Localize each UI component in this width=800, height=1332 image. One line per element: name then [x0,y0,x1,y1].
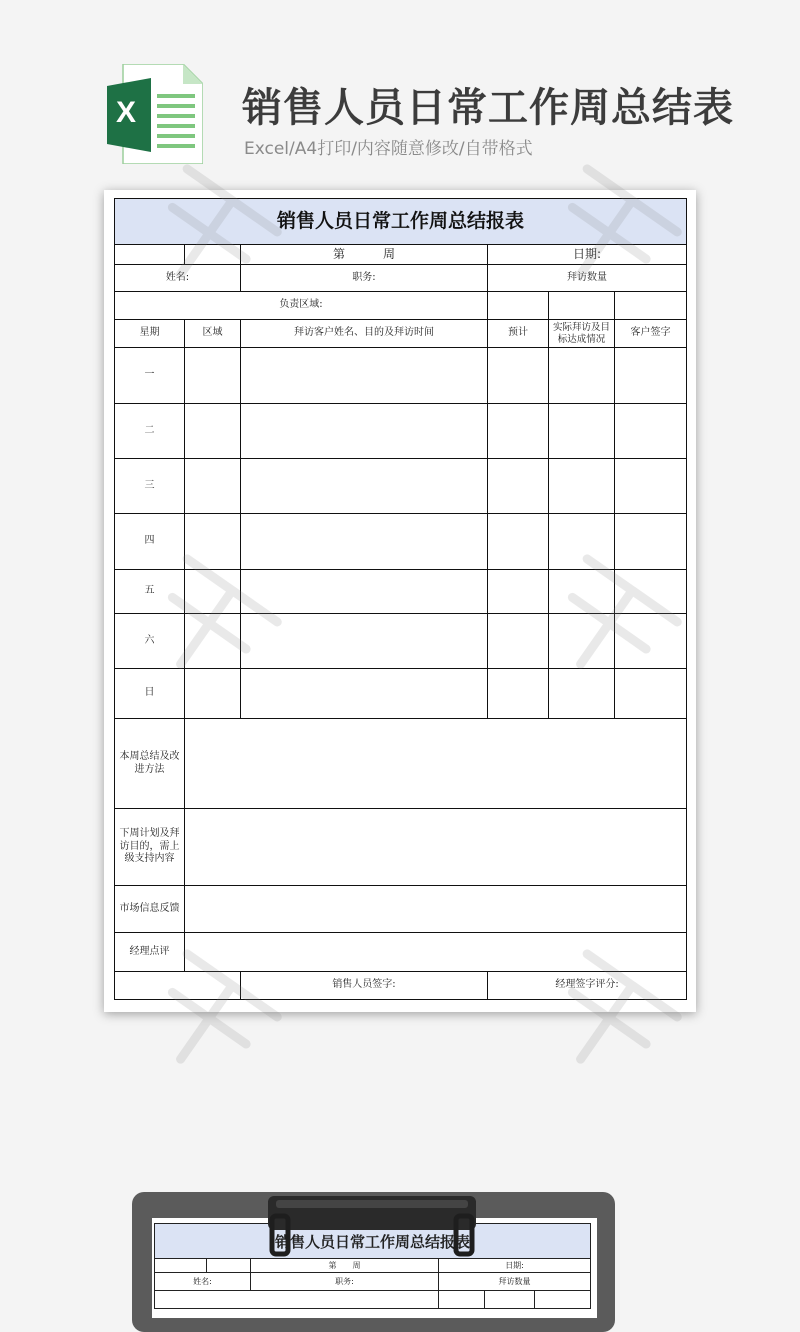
client-info-cell[interactable] [241,348,488,404]
date-label[interactable]: 日期: [488,245,687,265]
manager-comment-content-cell[interactable] [185,933,687,972]
page-subtitle: Excel/A4打印/内容随意修改/自带格式 [244,139,533,159]
planned-cell[interactable] [488,348,549,404]
name-label[interactable]: 姓名: [115,265,241,292]
excel-icon-letter: X [116,96,137,129]
region-cell[interactable] [185,570,241,614]
next-plan-content-cell[interactable] [185,809,687,886]
table-row [115,570,687,614]
planned-cell[interactable] [488,459,549,514]
table-row [115,459,687,514]
blank-cell [155,1259,207,1273]
next-plan-label: 下周计划及拜访目的，需上级支持内容 [115,809,185,886]
preview-week-label: 第 周 [251,1259,439,1273]
manager-comment-label: 经理点评 [115,933,185,972]
preview-position-label: 职务: [251,1273,439,1291]
client-info-cell[interactable] [241,459,488,514]
planned-cell[interactable] [488,514,549,570]
blank-cell[interactable] [115,972,241,1000]
day-label: 日 [115,669,185,719]
actual-cell[interactable] [549,614,615,669]
planned-cell[interactable] [488,570,549,614]
table-row [115,669,687,719]
client-info-cell[interactable] [241,669,488,719]
planned-cell[interactable] [488,404,549,459]
market-feedback-content-cell[interactable] [185,886,687,933]
day-label: 六 [115,614,185,669]
signature-cell[interactable] [615,514,687,570]
col-header-client-info: 拜访客户姓名、目的及拜访时间 [241,320,488,348]
col-header-client-signature: 客户签字 [615,320,687,348]
day-label: 三 [115,459,185,514]
col-header-planned: 预计 [488,320,549,348]
preview-date-label: 日期: [439,1259,591,1273]
area-label[interactable]: 负责区域: [115,292,488,320]
blank-cell[interactable] [115,245,185,265]
position-label[interactable]: 职务: [241,265,488,292]
day-label: 四 [115,514,185,570]
actual-cell[interactable] [549,514,615,570]
planned-cell[interactable] [488,614,549,669]
week-label[interactable] [241,245,488,265]
client-info-cell[interactable] [241,404,488,459]
clipboard-clip-icon [266,1194,478,1258]
report-sheet [104,190,696,1012]
market-feedback-label: 市场信息反馈 [115,886,185,933]
preview-visit-count-label: 拜访数量 [439,1273,591,1291]
signature-cell[interactable] [615,669,687,719]
blank-cell[interactable] [549,292,615,320]
signature-cell[interactable] [615,614,687,669]
preview-title: 销售人员日常工作周总结报表 [155,1224,591,1259]
signature-cell[interactable] [615,404,687,459]
client-info-cell[interactable] [241,514,488,570]
actual-cell[interactable] [549,459,615,514]
region-cell[interactable] [185,614,241,669]
day-label: 二 [115,404,185,459]
col-header-actual: 实际拜访及目标达成情况 [549,320,615,348]
table-row [115,514,687,570]
form-title: 销售人员日常工作周总结报表 [115,199,687,245]
actual-cell[interactable] [549,404,615,459]
client-info-cell[interactable] [241,614,488,669]
page-title: 销售人员日常工作周总结表 [242,85,734,131]
signature-cell[interactable] [615,348,687,404]
week-label-di: 第 [332,247,345,261]
visit-count-label[interactable]: 拜访数量 [488,265,687,292]
region-cell[interactable] [185,348,241,404]
day-label: 一 [115,348,185,404]
blank-cell [207,1259,251,1273]
blank-cell[interactable] [488,292,549,320]
table-row [115,614,687,669]
region-cell[interactable] [185,404,241,459]
region-cell[interactable] [185,459,241,514]
report-table [114,198,687,1000]
table-row [115,404,687,459]
planned-cell[interactable] [488,669,549,719]
client-info-cell[interactable] [241,570,488,614]
col-header-region: 区域 [185,320,241,348]
signature-cell[interactable] [615,570,687,614]
week-label-zhou: 周 [383,247,396,261]
blank-cell[interactable] [185,245,241,265]
day-label: 五 [115,570,185,614]
preview-name-label: 姓名: [155,1273,251,1291]
summary-label: 本周总结及改进方法 [115,719,185,809]
region-cell[interactable] [185,669,241,719]
region-cell[interactable] [185,514,241,570]
actual-cell[interactable] [549,348,615,404]
actual-cell[interactable] [549,570,615,614]
actual-cell[interactable] [549,669,615,719]
sales-signature-label[interactable]: 销售人员签字: [241,972,488,1000]
signature-cell[interactable] [615,459,687,514]
summary-content-cell[interactable] [185,719,687,809]
blank-cell[interactable] [615,292,687,320]
col-header-weekday: 星期 [115,320,185,348]
manager-signature-label[interactable]: 经理签字评分: [488,972,687,1000]
table-row [115,348,687,404]
